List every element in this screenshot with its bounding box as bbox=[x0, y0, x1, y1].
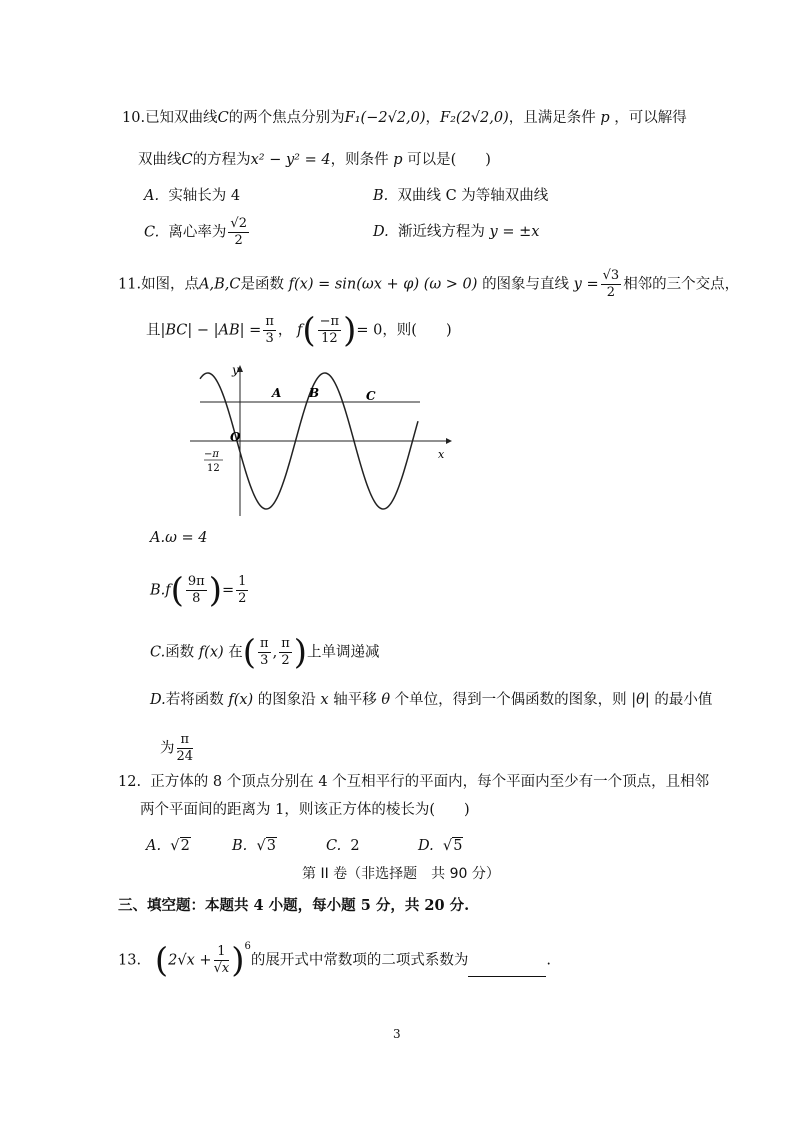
q11-option-d-cont: 为 $\frac{\pi}{24}$ bbox=[160, 732, 194, 764]
q12-line2: 两个平面间的距离为 1，则该正方体的棱长为( ) bbox=[140, 802, 470, 818]
q10-line2: 双曲线C的方程为x² − y² = 4，则条件 p 可以是( ) bbox=[138, 152, 491, 168]
q11-option-a[interactable]: A.ω = 4 bbox=[150, 530, 208, 546]
point-label-c: C bbox=[366, 389, 376, 403]
q12-option-d[interactable]: D. √5 bbox=[418, 838, 463, 854]
q11-line2: 且|BC| − |AB| = $\frac{\pi}{3}$ ， f( $\frac{-\pi}{12}$ )= 0，则( ) bbox=[146, 310, 452, 351]
q12-number: 12. bbox=[118, 774, 142, 790]
q13-line: 13. (2√x + $\frac{1}{√x}$ )$^6$的展开式中常数项的二项式系数为 . bbox=[118, 940, 551, 981]
q10-eccentricity-fraction: $\frac{√2}{2}$ bbox=[230, 216, 247, 248]
q12-line1: 12. 正方体的 8 个顶点分别在 4 个互相平行的平面内，每个平面内至少有一个顶点，且相邻 bbox=[118, 774, 710, 790]
tick-label-numerator: −π bbox=[204, 449, 219, 460]
q11-sine-figure bbox=[190, 360, 460, 520]
point-label-a: A bbox=[272, 386, 282, 400]
q11-function: f(x) = sin(ωx + φ) (ω > 0) bbox=[288, 276, 478, 293]
tick-label-denominator: 12 bbox=[207, 463, 220, 474]
q12-option-c[interactable]: C. 2 bbox=[326, 838, 360, 854]
q11-line1: 11.如图，点A,B,C是函数 f(x) = sin(ωx + φ) (ω > 0) 的图象与直线 y = $\frac{√3}{2}$ 相邻的三个交点， bbox=[118, 268, 740, 300]
point-label-b: B bbox=[309, 386, 320, 400]
q10-option-c[interactable]: C. 离心率为 $\frac{√2}{2}$ bbox=[144, 216, 247, 248]
page-number: 3 bbox=[393, 1027, 401, 1041]
axis-label-x: x bbox=[438, 448, 445, 461]
q11-line-fraction: $\frac{√3}{2}$ bbox=[602, 268, 620, 300]
q10-option-a[interactable]: A. 实轴长为 4 bbox=[144, 188, 241, 204]
q13-number: 13. bbox=[118, 952, 142, 969]
q10-focus-f1: F₁(−2√2,0) bbox=[344, 110, 426, 126]
q10-number: 10. bbox=[122, 110, 146, 126]
q12-option-b[interactable]: B. √3 bbox=[232, 838, 276, 854]
q11-option-d[interactable]: D.若将函数 f(x) 的图象沿 x 轴平移 θ 个单位，得到一个偶函数的图象，则 |θ| 的最小值 bbox=[150, 692, 713, 708]
q11-number: 11. bbox=[118, 276, 142, 293]
q11-option-c[interactable]: C.函数 f(x) 在( $\frac{\pi}{3}$ , $\frac{\pi}{2}$ )上单调递减 bbox=[150, 632, 380, 673]
origin-label: O bbox=[230, 430, 241, 444]
q10-option-b[interactable]: B. 双曲线 C 为等轴双曲线 bbox=[373, 188, 549, 204]
q12-option-a[interactable]: A. √2 bbox=[146, 838, 190, 854]
q10-option-d[interactable]: D. 渐近线方程为 y = ±x bbox=[373, 224, 540, 240]
q10-equation: x² − y² = 4 bbox=[250, 152, 331, 168]
axis-label-y: y bbox=[232, 363, 239, 377]
q13-answer-blank[interactable] bbox=[468, 962, 546, 977]
part-3-heading: 三、填空题：本题共 4 小题，每小题 5 分，共 20 分. bbox=[118, 897, 470, 914]
q10-line1: 10.已知双曲线C的两个焦点分别为F₁(−2√2,0)，F₂(2√2,0)，且满足条件 p ，可以解得 bbox=[122, 110, 687, 126]
section-2-heading: 第 II 卷（非选择题 共 90 分） bbox=[302, 866, 500, 882]
q10-focus-f2: F₂(2√2,0) bbox=[440, 110, 509, 126]
q11-option-b[interactable]: B.f( $\frac{9\pi}{8}$ )= $\frac{1}{2}$ bbox=[150, 570, 247, 611]
x-axis-arrow bbox=[446, 438, 452, 444]
